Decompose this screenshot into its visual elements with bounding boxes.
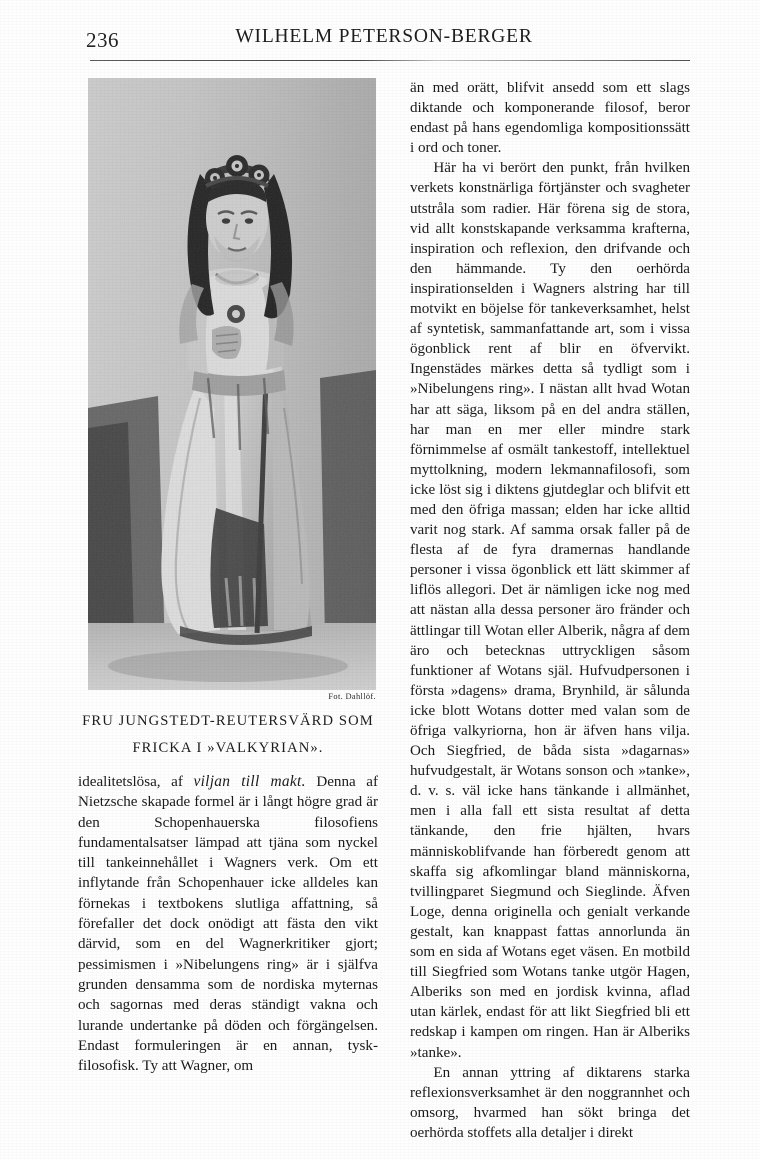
photo-credit: Fot. Dahllöf. — [328, 692, 376, 701]
portrait-photograph-artwork — [88, 78, 376, 690]
right-paragraph-3: En annan yttring af diktarens starka reflexionsverksamhet är den noggrannhet och omsorg, hvarmed han sökt bringa det oerhörda stoffets alla detaljer i direkt — [410, 1064, 690, 1141]
emphasis-viljan-till-makt: viljan till makt. — [193, 773, 306, 790]
right-paragraph-1: än med orätt, blifvit ansedd som ett slags diktande och komponerande filosof, beror endast på hans egendomliga kompositionssätt i ord och toner. — [410, 80, 690, 157]
right-column-body — [410, 78, 690, 1143]
figure-caption — [78, 708, 378, 762]
left-column-body — [78, 772, 378, 1076]
header-rule — [90, 60, 690, 61]
caption-line-2: FRICKA I »VALKYRIAN». — [132, 740, 324, 756]
left-column-paragraph — [78, 772, 378, 1076]
left-para-rest: Denna af Nietzsche skapade formel är i långt högre grad är den Schopenhauerska filosofiens fundamentalsatser lämpad att tjäna som nyckel till tankeinnehållet i Wagners verk. Om ett inflytande från Schopenhauer icke alldeles kan förnekas i textbokens slutliga affattning, så förefaller det dock onödigt att fästa den vikt därvid, som en del Wagnerkritiker gjort; pessimismen i »Nibelungens ring» är i själfva grunden densamma som de nordiska myternas och sagornas med deras ständigt vakna och lurande undertanke på döden och förgängelsen. Endast formuleringen är en annan, tysk-filosofisk. Ty att Wagner, om — [78, 774, 378, 1075]
caption-line-1: FRU JUNGSTEDT-REUTERSVÄRD SOM — [82, 713, 374, 729]
page-number: 236 — [86, 28, 119, 52]
portrait-photograph — [88, 78, 376, 690]
left-para-lead: idealitetslösa, af — [78, 774, 194, 790]
running-title: WILHELM PETERSON-BERGER — [235, 26, 533, 47]
running-head — [78, 26, 690, 60]
right-paragraph-2: Här ha vi berört den punkt, från hvilken verkets konstnärliga förtjänster och svagheter utstråla som radier. Här förena sig de stora, vid allt konstskapande verksamma krafterna, inspiration och reflexion, den drifvande och den hämmande. Ty den oerhörda inspirationselden i Wagners alstring har till motvikt en böjelse för tankeverksamhet, helst af syntetisk, sammanfattande art, som i vissa ögonblick rent af blir en öfvervikt. Ingenstädes märkes detta så tydligt som i »Nibelungens ring». I nästan allt hvad Wotan har att säga, liksom på en del andra ställen, har man en mer eller mindre stark förnimmelse af osmält tankestoff, intellektuel myttolkning, modern lekmannafilosofi, som icke löst sig i diktens gjutdeglar och blifvit ett med den öfriga massan; elden har icke alltid varit nog stark. Af samma orsak faller på de flesta af de fyra dramernas handlande personer i vissa ögonblick ett lätt skimmer af liflös allegori. Det är nämligen icke nog med att nästan alla dessa personer äro fränder och ättlingar till Wotan eller Alberik, några af dem äro och betecknas uttryckligen såsom funktioner af Wotans själ. Hufvudpersonen i första »dagens» drama, Brynhild, är sålunda icke blott Wotans dotter med valan som de öfriga valkyriorna, hon är äfven hans vilja. Och Siegfried, de båda sista »dagarnas» hufvudgestalt, är Wotans sonson och »tanke», d. v. s. väl icke hans tänkande i allmänhet, men i alla fall ett sista resultat af detta tänkande, den frie hjälten, hvars människoblifvande han förberedt genom att skaffa sig afkomlingar bland människorna, tvillingparet Siegmund och Sieglinde. Äfven Loge, denna originella och genialt verkande gestalt, kan knappast fattas annorlunda än som en sida af Wotans eget väsen. En motbild till Siegfried som Wotans tanke utgör Hagen, Alberiks son med en jordisk kvinna, aflad utan kärlek, endast för att likt Siegfried bli ett redskap i kampen om ringen. Han är Alberiks »tanke». — [410, 160, 690, 1061]
